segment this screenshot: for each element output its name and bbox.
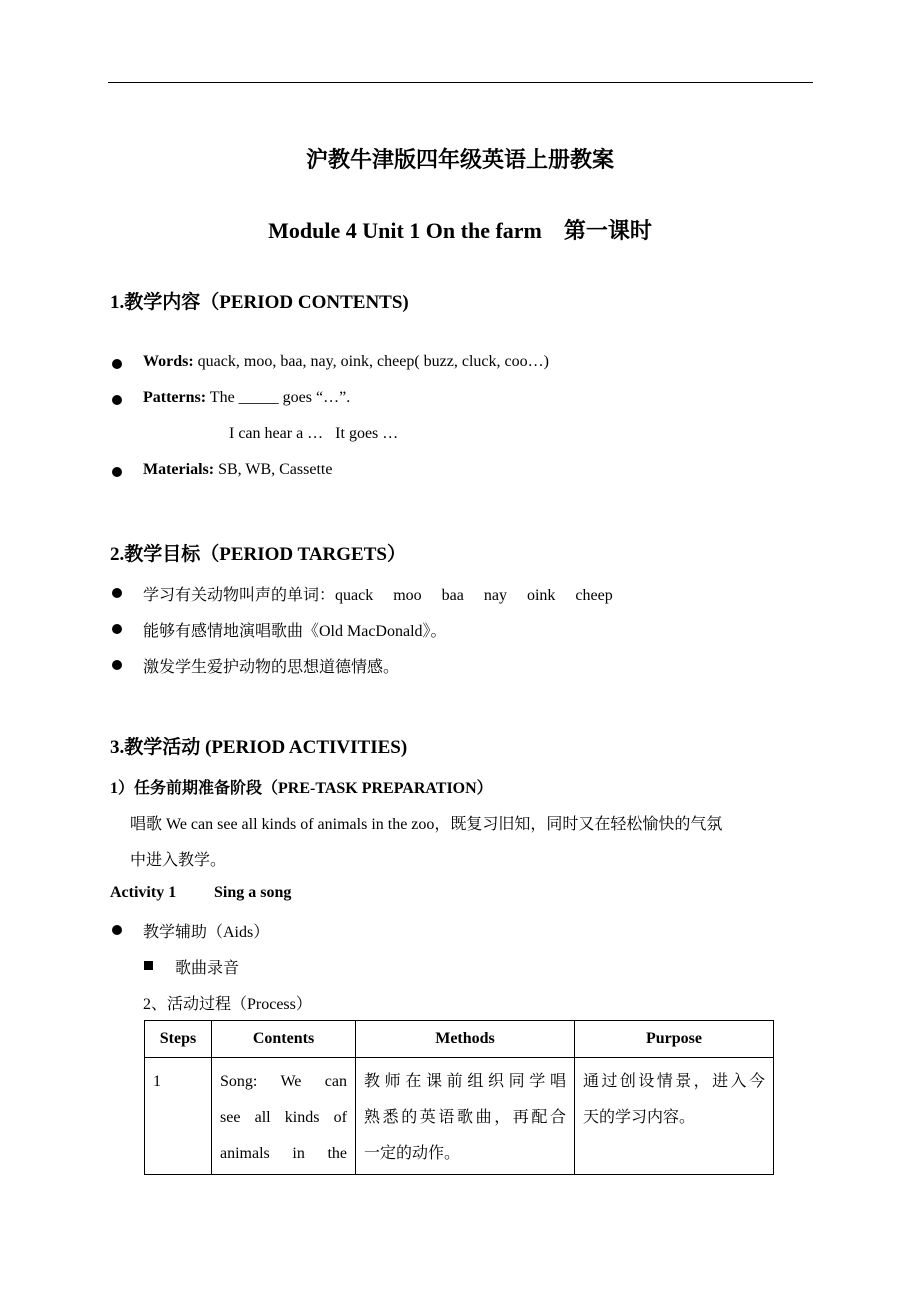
section-1-heading: 1.教学内容（PERIOD CONTENTS) [110,292,409,313]
section-3-heading: 3.教学活动 (PERIOD ACTIVITIES) [110,737,408,758]
document-subtitle: Module 4 Unit 1 On the farm 第一课时 [268,218,652,243]
patterns-value: The _____ goes “…”. [206,389,351,406]
words-value: quack, moo, baa, nay, oink, cheep( buzz, cluck, coo…) [193,353,549,370]
purpose-line: 天的学习内容。 [583,1109,696,1126]
header-steps: Steps [145,1021,212,1058]
patterns-label: Patterns: [143,389,207,406]
cell-contents [212,1058,356,1175]
target-item: 激发学生爱护动物的思想道德情感。 [143,659,400,676]
bullet-icon [112,395,122,405]
square-bullet-icon [144,961,153,970]
header-purpose: Purpose [575,1021,774,1058]
words-line [143,353,549,371]
table-row [145,1058,774,1175]
bullet-icon [112,359,122,369]
document-title: 沪教牛津版四年级英语上册教案 [305,147,614,172]
patterns-line-2: I can hear a … It goes … [229,425,399,442]
materials-line [143,461,332,479]
methods-line: 教师在课前组织同学唱 [364,1073,566,1090]
cell-step [145,1058,212,1175]
header-contents: Contents [212,1021,356,1058]
activity-label: Activity 1 [110,884,177,901]
materials-value: SB, WB, Cassette [214,461,333,478]
process-line: 2、活动过程（Process） [143,996,312,1013]
aids-line: 教学辅助（Aids） [143,924,270,941]
cell-purpose [575,1058,774,1175]
cell-methods [356,1058,575,1175]
aid-item: 歌曲录音 [175,960,240,977]
pre-task-paragraph-line-2: 中进入教学。 [130,852,227,869]
words-label: Words: [143,353,194,370]
step-number: 1 [153,1073,161,1090]
pre-task-paragraph-line-1: 唱歌 We can see all kinds of animals in the zoo，既复习旧知，同时又在轻松愉快的气氛 [130,816,723,833]
pre-task-heading: 1）任务前期准备阶段（PRE-TASK PREPARATION） [110,780,493,797]
methods-line: 熟悉的英语歌曲，再配合 [364,1109,566,1126]
contents-line: Song: We can [220,1073,347,1090]
header-methods: Methods [356,1021,575,1058]
bullet-icon [112,624,122,634]
bullet-icon [112,588,122,598]
header-rule [108,82,813,83]
methods-line: 一定的动作。 [364,1145,461,1162]
activity-title: Sing a song [214,884,292,901]
target-item: 能够有感情地演唱歌曲《Old MacDonald》。 [143,623,447,640]
contents-line: animals in the [220,1145,347,1162]
contents-line: see all kinds of [220,1109,347,1126]
process-table [144,1020,774,1175]
bullet-icon [112,925,122,935]
bullet-icon [112,467,122,477]
table-header-row [145,1021,774,1058]
section-2-heading: 2.教学目标（PERIOD TARGETS） [110,544,406,565]
bullet-icon [112,660,122,670]
target-item: 学习有关动物叫声的单词：quack moo baa nay oink cheep [143,587,613,604]
materials-label: Materials: [143,461,215,478]
purpose-line: 通过创设情景，进入今 [583,1073,765,1090]
patterns-line [143,389,350,407]
